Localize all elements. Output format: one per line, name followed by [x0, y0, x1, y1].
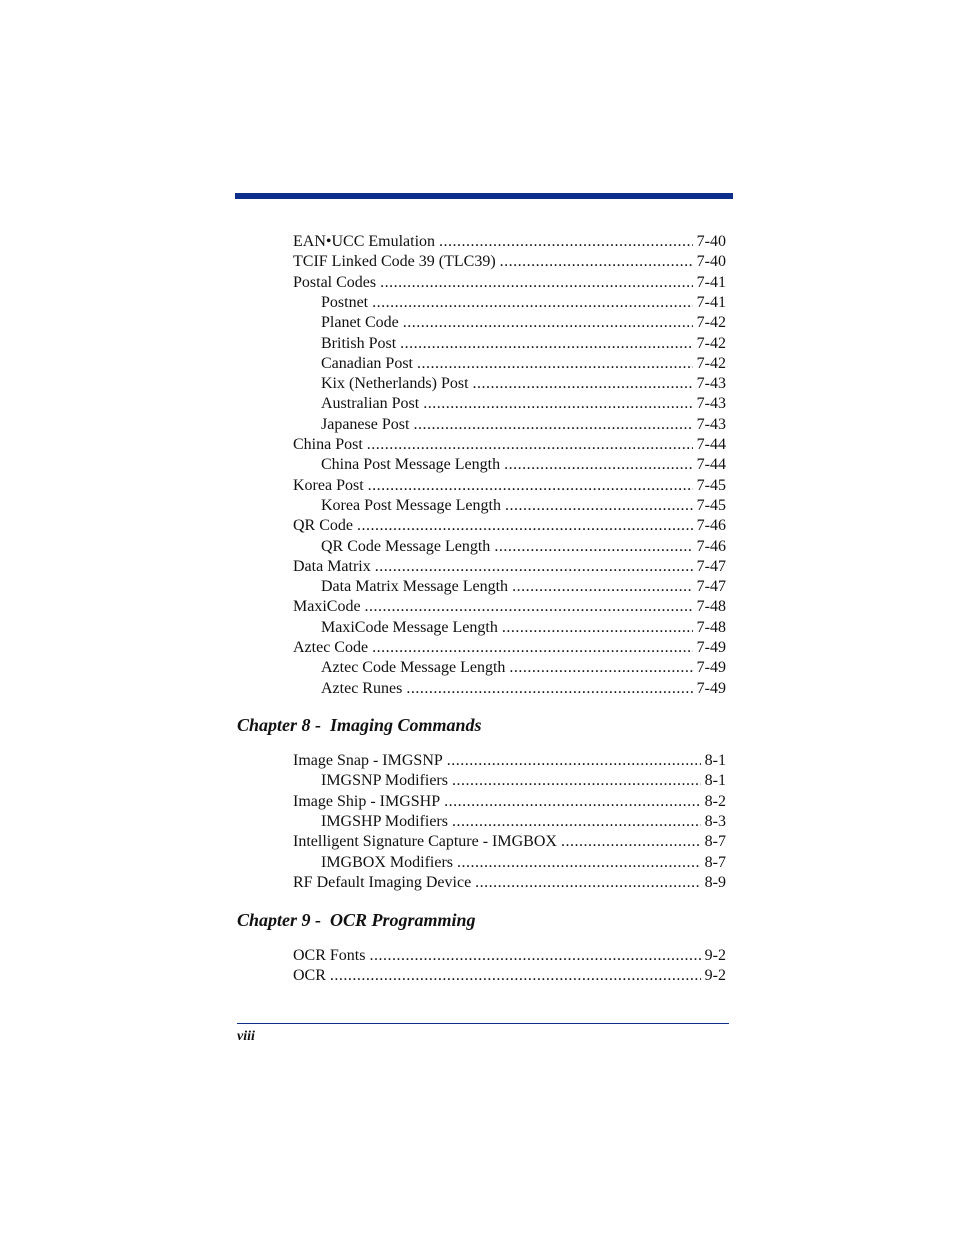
toc-entry[interactable] — [293, 252, 726, 272]
toc-entry-label: Postal Codes — [293, 273, 377, 291]
toc-entry-page: 7-42 — [696, 334, 726, 352]
toc-entry[interactable] — [293, 232, 726, 252]
toc-entry-label: RF Default Imaging Device — [293, 873, 472, 891]
dot-leader — [504, 455, 693, 475]
toc-entry-page: 8-9 — [704, 873, 726, 891]
toc-entry[interactable] — [293, 516, 726, 536]
toc-entry[interactable] — [321, 496, 726, 516]
toc-entry-page: 7-43 — [696, 415, 726, 433]
toc-entry[interactable] — [321, 455, 726, 475]
toc-entry[interactable] — [321, 374, 726, 394]
toc-entry-page: 7-49 — [696, 639, 726, 656]
dot-leader — [457, 853, 701, 873]
toc-entry-label: IMGBOX Modifiers — [321, 853, 453, 871]
toc-entry-page: 7-43 — [696, 395, 726, 413]
toc-entry-page: 7-40 — [696, 233, 726, 250]
chapter-8-heading: Chapter 8 - Imaging Commands — [237, 715, 482, 735]
dot-leader — [444, 792, 701, 812]
toc-entry[interactable] — [321, 658, 726, 678]
toc-entry[interactable] — [321, 577, 726, 597]
toc-entry[interactable] — [293, 273, 726, 293]
dot-leader — [473, 374, 693, 394]
toc-entry[interactable] — [321, 313, 726, 333]
toc-entry-page: 7-49 — [696, 659, 726, 677]
toc-entry[interactable] — [293, 597, 726, 617]
toc-entry-label: Kix (Netherlands) Post — [321, 375, 469, 393]
toc-entry-label: Australian Post — [321, 395, 420, 413]
dot-leader — [512, 577, 693, 597]
toc-entry[interactable] — [293, 792, 726, 812]
toc-entry-label: TCIF Linked Code 39 (TLC39) — [293, 253, 496, 271]
toc-entry-page: 7-41 — [696, 273, 726, 291]
toc-entry-page: 7-45 — [696, 496, 726, 514]
toc-entry-page: 8-1 — [704, 752, 726, 769]
dot-leader — [505, 496, 693, 516]
toc-entry-page: 8-2 — [704, 792, 726, 810]
toc-entry-label: Intelligent Signature Capture - IMGBOX — [293, 833, 557, 851]
toc-entry-label: QR Code — [293, 517, 353, 535]
toc-entry-label: Korea Post — [293, 476, 364, 494]
toc-entry-label: China Post — [293, 436, 363, 453]
toc-entry-page: 8-3 — [704, 812, 726, 830]
toc-entry[interactable] — [321, 771, 726, 791]
toc-entry[interactable] — [293, 435, 726, 455]
toc-entry-label: QR Code Message Length — [321, 537, 491, 555]
toc-entry[interactable] — [321, 537, 726, 557]
dot-leader — [357, 516, 693, 536]
toc-entry-page: 7-49 — [696, 679, 726, 697]
dot-leader — [500, 252, 693, 272]
toc-entry[interactable] — [321, 853, 726, 873]
toc-entry-page: 7-48 — [696, 598, 726, 616]
toc-entry-page: 7-42 — [696, 314, 726, 332]
toc-entry-label: Aztec Runes — [321, 679, 403, 697]
toc-entry-page: 7-46 — [696, 517, 726, 535]
toc-entry-label: Korea Post Message Length — [321, 496, 501, 514]
dot-leader — [423, 394, 692, 414]
toc-entry-page: 7-44 — [696, 456, 726, 474]
toc-entry[interactable] — [321, 679, 726, 699]
dot-leader — [375, 557, 693, 577]
toc-entry-page: 9-2 — [704, 947, 726, 964]
dot-leader — [406, 679, 692, 699]
footer-rule — [237, 1023, 729, 1024]
toc-entry-label: Image Snap - IMGSNP — [293, 752, 443, 769]
dot-leader — [372, 638, 693, 658]
toc-entry[interactable] — [293, 966, 726, 986]
toc-entry-label: Japanese Post — [321, 415, 410, 433]
toc-entry-label: Data Matrix Message Length — [321, 578, 509, 596]
toc-entry-label: OCR Fonts — [293, 947, 366, 964]
dot-leader — [368, 476, 693, 496]
dot-leader — [413, 415, 692, 435]
dot-leader — [452, 812, 701, 832]
dot-leader — [417, 354, 693, 374]
dot-leader — [330, 966, 701, 986]
toc-entry-page: 7-47 — [696, 578, 726, 596]
toc-entry[interactable] — [321, 618, 726, 638]
toc-entry[interactable] — [321, 293, 726, 313]
toc-entry[interactable] — [321, 394, 726, 414]
toc-entry-page: 7-45 — [696, 476, 726, 494]
toc-entry-page: 7-41 — [696, 293, 726, 311]
toc-entry-label: Planet Code — [321, 314, 399, 332]
toc-entry-page: 8-1 — [704, 772, 726, 790]
toc-entry[interactable] — [293, 751, 726, 771]
dot-leader — [452, 771, 701, 791]
toc-entry-label: MaxiCode Message Length — [321, 618, 498, 636]
dot-leader — [447, 751, 701, 771]
toc-entry-label: OCR — [293, 967, 326, 985]
toc-entry-page: 7-43 — [696, 375, 726, 393]
toc-entry[interactable] — [293, 557, 726, 577]
toc-entry[interactable] — [293, 873, 726, 893]
toc-entry[interactable] — [321, 415, 726, 435]
toc-entry-label: Data Matrix — [293, 557, 371, 575]
toc-entry[interactable] — [293, 946, 726, 966]
dot-leader — [400, 334, 693, 354]
toc-entry-page: 7-46 — [696, 537, 726, 555]
page-number: viii — [237, 1029, 255, 1044]
toc-entry-label: IMGSNP Modifiers — [321, 772, 448, 790]
toc-entry-page: 8-7 — [704, 853, 726, 871]
toc-entry-label: Aztec Code Message Length — [321, 659, 506, 677]
toc-entry-page: 7-44 — [696, 436, 726, 453]
toc-entry-label: Postnet — [321, 293, 369, 311]
toc-entry-page: 9-2 — [704, 967, 726, 985]
toc-entry-label: MaxiCode — [293, 598, 361, 616]
header-rule — [235, 193, 733, 199]
toc-entry[interactable] — [293, 476, 726, 496]
toc-entry[interactable] — [321, 812, 726, 832]
toc-entry-page: 8-7 — [704, 833, 726, 851]
toc-entry-label: EAN•UCC Emulation — [293, 233, 436, 250]
dot-leader — [475, 873, 701, 893]
toc-entry-page: 7-42 — [696, 354, 726, 372]
dot-leader — [380, 273, 693, 293]
toc-entry-label: Image Ship - IMGSHP — [293, 792, 441, 810]
dot-leader — [365, 597, 693, 617]
toc-entry-page: 7-47 — [696, 557, 726, 575]
toc-entry[interactable] — [293, 832, 726, 852]
dot-leader — [403, 313, 693, 333]
toc-entry[interactable] — [293, 638, 726, 658]
dot-leader — [494, 537, 692, 557]
toc-entry[interactable] — [321, 334, 726, 354]
dot-leader — [509, 658, 692, 678]
dot-leader — [367, 435, 693, 455]
dot-leader — [369, 946, 700, 966]
dot-leader — [561, 832, 701, 852]
toc-entry-label: IMGSHP Modifiers — [321, 812, 448, 830]
toc-entry-label: Canadian Post — [321, 354, 413, 372]
toc-entry-label: Aztec Code — [293, 639, 369, 656]
dot-leader — [372, 293, 693, 313]
dot-leader — [502, 618, 693, 638]
toc-entry-label: China Post Message Length — [321, 456, 501, 474]
chapter-9-heading: Chapter 9 - OCR Programming — [237, 910, 476, 930]
toc-entry-label: British Post — [321, 334, 397, 352]
dot-leader — [439, 232, 693, 252]
toc-entry-page: 7-40 — [696, 253, 726, 271]
toc-entry-page: 7-48 — [696, 618, 726, 636]
toc-entry[interactable] — [321, 354, 726, 374]
